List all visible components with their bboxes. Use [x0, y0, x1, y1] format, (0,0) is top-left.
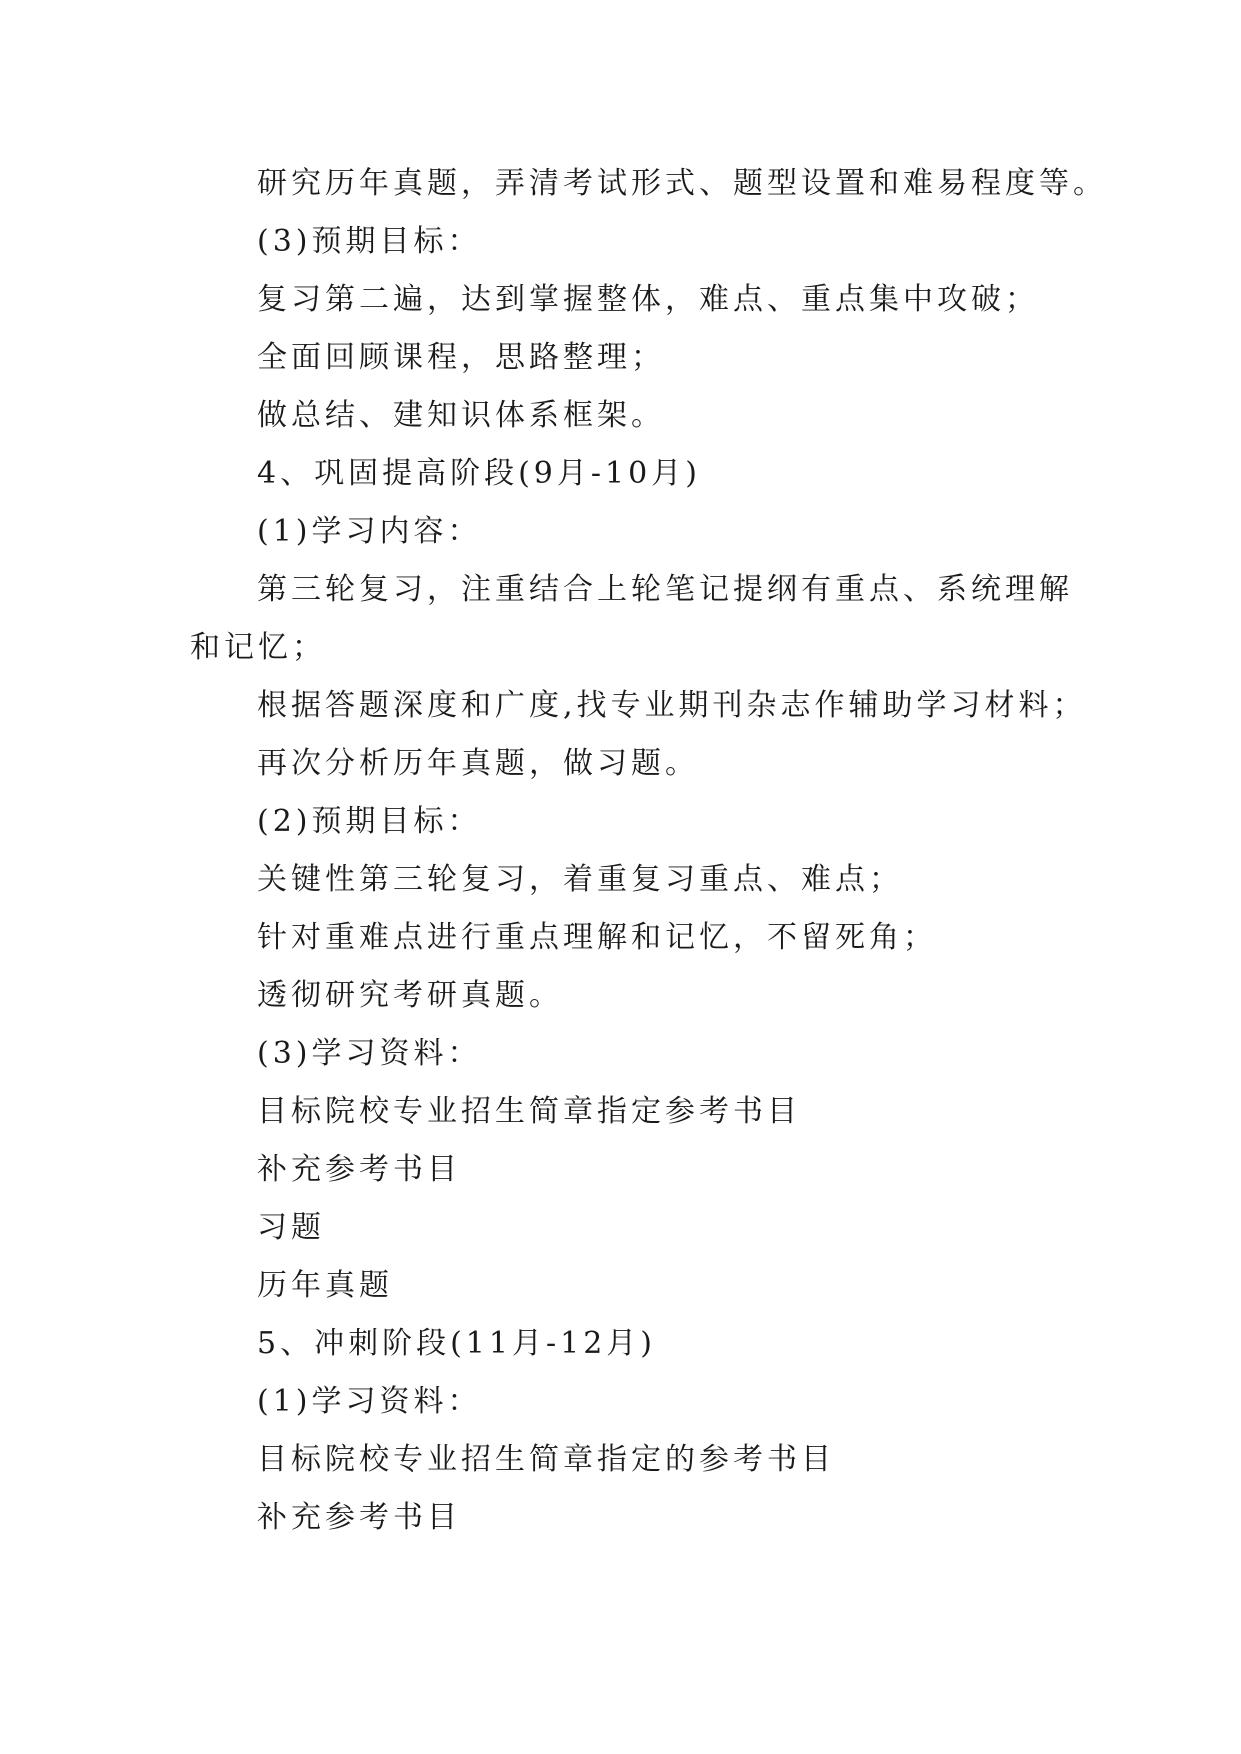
stage-heading: 4、巩固提高阶段(9月-10月) — [257, 456, 701, 491]
section-heading: (2)预期目标： — [257, 804, 482, 839]
paragraph-line: 研究历年真题，弄清考试形式、题型设置和难易程度等。 — [257, 166, 1107, 201]
paragraph-line: 第三轮复习，注重结合上轮笔记提纲有重点、系统理解 — [257, 572, 1073, 607]
paragraph-line: 复习第二遍，达到掌握整体，难点、重点集中攻破； — [257, 282, 1039, 317]
section-heading: (3)学习资料： — [257, 1036, 482, 1071]
list-item: 补充参考书目 — [257, 1152, 461, 1187]
section-heading: (1)学习资料： — [257, 1384, 482, 1419]
stage-heading: 5、冲刺阶段(11月-12月) — [257, 1326, 656, 1361]
paragraph-line: 针对重难点进行重点理解和记忆，不留死角； — [257, 920, 937, 955]
list-item: 习题 — [257, 1210, 325, 1245]
paragraph-line: 再次分析历年真题，做习题。 — [257, 746, 699, 781]
section-heading: (3)预期目标： — [257, 224, 482, 259]
paragraph-line: 根据答题深度和广度,找专业期刊杂志作辅助学习材料； — [257, 688, 1087, 723]
list-item: 补充参考书目 — [257, 1500, 461, 1535]
paragraph-line-continued: 和记忆； — [190, 630, 326, 665]
list-item: 目标院校专业招生简章指定参考书目 — [257, 1094, 801, 1129]
paragraph-line: 透彻研究考研真题。 — [257, 978, 563, 1013]
list-item: 目标院校专业招生简章指定的参考书目 — [257, 1442, 835, 1477]
list-item: 历年真题 — [257, 1268, 393, 1303]
paragraph-line: 做总结、建知识体系框架。 — [257, 398, 665, 433]
section-heading: (1)学习内容： — [257, 514, 482, 549]
paragraph-line: 关键性第三轮复习，着重复习重点、难点； — [257, 862, 903, 897]
paragraph-line: 全面回顾课程，思路整理； — [257, 340, 665, 375]
